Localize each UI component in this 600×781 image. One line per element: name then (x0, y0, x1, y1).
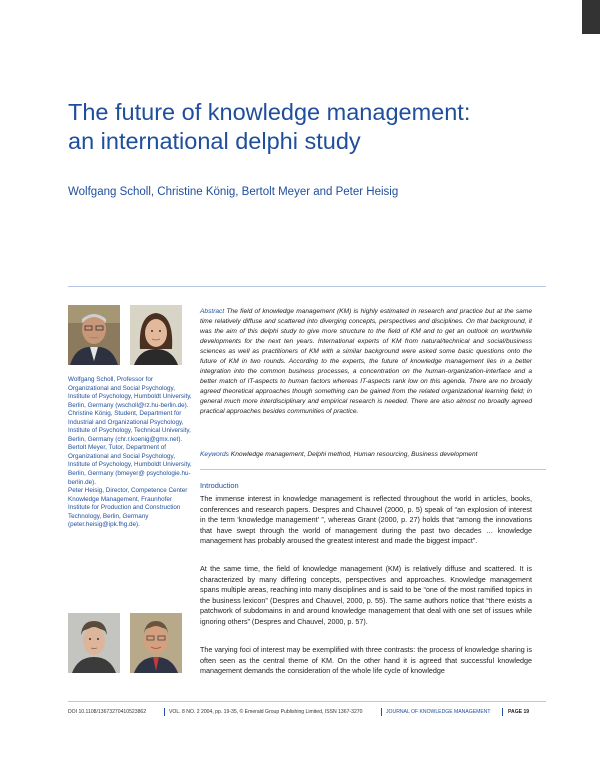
author-photo-scholl (68, 305, 120, 365)
article-title (68, 98, 548, 156)
page-footer (68, 707, 546, 717)
abstract-text: The field of knowledge management (KM) is highly estimated in research and practice but at the same time relatively diffuse and scattered into diverging concepts, perspectives and disciplines. On that background, it was the aim of this delphi study to give more structure to the field of KM and to get an outlook on worthwhile developments for the next ten years. International experts of KM from natural/technical and social/business sciences as well as practitioners of KM with a similar background were asked some basic questions onto the future of KM in two rounds. According to the experts, the future of knowledge management lies in a better integration into the common business processes, a concentration on the human-organization-interface and a better match of IT-aspects to human factors whereas IT-aspects rank low on this agenda. There are no broadly agreed theoretical approaches though something can be gained from the related organizational learning field; in general much more interdisciplinary and empirical research is needed. There are also almost no broadly agreed practical approaches besides communities of practice. (200, 308, 532, 415)
keywords (200, 451, 540, 458)
bio-scholl: Wolfgang Scholl, Professor for Organizational and Social Psychology, Institute of Psychology, Humboldt University, Berlin, Germany (wscholl@rz.hu-berlin.de). (68, 376, 192, 409)
author-bios (68, 376, 192, 530)
footer-separator (164, 708, 165, 716)
body-paragraph-1: The immense interest in knowledge management is reflected throughout the world in articles, books, conferences and research papers. Despres and Chauvel (2000, p. 5) speak of “an explosion of interest in the term ‘knowledge management’ ”, whereas Grant (2000, p. 27) holds that “among the innovations that have swept through the world of management during the past two decades … knowledge management has probably aroused the greatest interest and made the biggest impact”. (200, 494, 532, 546)
bio-heisig: Peter Heisig, Director, Competence Center Knowledge Management, Fraunhofer Institute for Production and Construction Technology, Berlin, Germany (peter.heisig@ipk.fhg.de). (68, 487, 188, 529)
author-photo-koenig (130, 305, 182, 365)
section-heading: Introduction (200, 481, 239, 490)
footer-separator (381, 708, 382, 716)
bio-koenig: Christine König, Student, Department for Industrial and Organizational Psychology, Institute of Psychology, Technical University, Berlin, Germany (chr.r.koenig@gmx.net). (68, 410, 191, 443)
title-line-2: an international delphi study (68, 128, 361, 154)
author-photo-heisig (130, 613, 182, 673)
divider-footer (68, 701, 546, 702)
footer-journal: JOURNAL OF KNOWLEDGE MANAGEMENT (386, 709, 491, 715)
author-photo-meyer (68, 613, 120, 673)
corner-tab (582, 0, 600, 34)
footer-page-number: PAGE 19 (508, 709, 530, 715)
abstract-label: Abstract (200, 308, 225, 315)
footer-doi: DOI 10.1108/13673270410523862 (68, 709, 147, 715)
footer-separator (502, 708, 503, 716)
keywords-label: Keywords (200, 451, 229, 458)
title-line-1: The future of knowledge management: (68, 99, 471, 125)
abstract (200, 307, 532, 417)
body-paragraph-3: The varying foci of interest may be exemplified with three contrasts: the process of knowledge sharing is often seen as the central theme of KM. On the other hand it is agreed that successful knowledge management demands the consideration of the whole life cycle of knowledge (200, 645, 532, 676)
divider-abstract (200, 469, 546, 470)
keywords-text: Knowledge management, Delphi method, Human resourcing, Business development (230, 451, 478, 458)
bio-meyer: Bertolt Meyer, Tutor, Department of Organizational and Social Psychology, Institute of Psychology, Humboldt University, Berlin, Germany (bmeyer@ psychologie.hu-berlin.de). (68, 444, 192, 486)
footer-volume: VOL. 8 NO. 2 2004, pp. 19-35, © Emerald Group Publishing Limited, ISSN 1367-3270 (169, 709, 363, 715)
divider-top (68, 286, 546, 287)
author-list: Wolfgang Scholl, Christine König, Bertolt Meyer and Peter Heisig (68, 186, 399, 198)
body-paragraph-2: At the same time, the field of knowledge management (KM) is relatively diffuse and scattered. It is characterized by many differing concepts, perspectives and approaches. Knowledge management spans multiple areas, reaching into many disciplines and is said to be “one of the most ramified topics in the business lexicon” (Despres and Chauvel, 2000, p. 55). The same authors notice that “there exists a patchwork of subdomains in and around knowledge management that deal with one set of issues while ignoring others” (Despres and Chauvel, 2000, p. 57). (200, 564, 532, 626)
